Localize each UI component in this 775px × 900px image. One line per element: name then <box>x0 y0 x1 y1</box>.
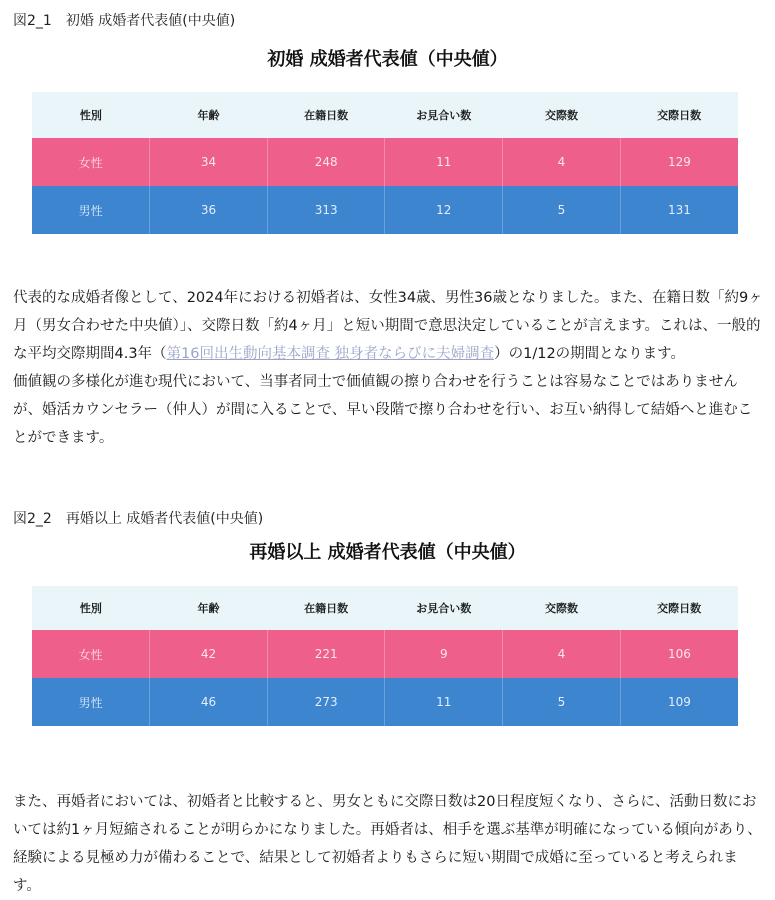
paragraph-3-text: また、再婚者においては、初婚者と比較すると、男女ともに交際日数は20日程度短くなり、さらに、活動日数においては約1ヶ月短縮されることが明らかになりました。再婚者は、相手を選ぶ基準が明確になっている傾向があり、経験による見極め力が備わることで、結果として初婚者よりもさらに短い期間で成婚に至っていると考えられます。 <box>13 794 762 894</box>
paragraph-2-text: 価値観の多様化が進む現代において、当事者同士で価値観の擦り合わせを行うことは容易なことではありませんが、婚活カウンセラー（仲人）が間に入ることで、早い段階で擦り合わせを行い、お互い納得して結婚へと進むことができます。 <box>13 374 753 446</box>
paragraph-1-before: 代表的な成婚者像として、2024年における初婚者は、女性34歳、男性36歳となりました。また、在籍日数「約9ヶ月（男女合わせた中央値）」、交際日数「約4ヶ月」と短い期間で意思決定していることが言えます。これは、一般的な平均交際期間4.3年（ <box>13 290 763 362</box>
cell-dating-days: 131 <box>620 186 738 234</box>
cell-dating-count: 4 <box>503 138 621 186</box>
header-gender: 性別 <box>32 92 150 138</box>
cell-dating-count: 4 <box>503 630 621 678</box>
figure-1-label: 図2_1 初婚 成婚者代表値(中央値) <box>13 13 236 29</box>
figure-2-label: 図2_2 再婚以上 成婚者代表値(中央値) <box>13 511 264 527</box>
cell-enrollment-days: 248 <box>267 138 385 186</box>
cell-enrollment-days: 313 <box>267 186 385 234</box>
paragraph-1 <box>13 284 763 452</box>
cell-dating-days: 109 <box>620 678 738 726</box>
paragraph-1-after: ）の1/12の期間となります。 <box>494 346 686 362</box>
table-row-female <box>32 138 738 186</box>
cell-age: 42 <box>150 630 268 678</box>
cell-enrollment-days: 273 <box>267 678 385 726</box>
header-age: 年齢 <box>150 92 268 138</box>
header-age: 年齢 <box>150 586 268 630</box>
paragraph-1-text <box>13 284 763 368</box>
figure-2-table <box>32 586 738 726</box>
cell-age: 36 <box>150 186 268 234</box>
table-row-female <box>32 630 738 678</box>
cell-age: 46 <box>150 678 268 726</box>
figure-2-title: 再婚以上 成婚者代表値（中央値） <box>249 542 526 563</box>
cell-dating-days: 129 <box>620 138 738 186</box>
header-dating-count: 交際数 <box>503 586 621 630</box>
header-omiai: お見合い数 <box>385 92 503 138</box>
cell-age: 34 <box>150 138 268 186</box>
paragraph-3 <box>13 788 763 900</box>
header-enrollment-days: 在籍日数 <box>267 92 385 138</box>
header-gender: 性別 <box>32 586 150 630</box>
cell-gender: 女性 <box>32 138 150 186</box>
cell-gender: 男性 <box>32 186 150 234</box>
cell-enrollment-days: 221 <box>267 630 385 678</box>
table-header-row <box>32 92 738 138</box>
cell-dating-count: 5 <box>503 678 621 726</box>
cell-dating-count: 5 <box>503 186 621 234</box>
survey-reference-link[interactable]: 第16回出生動向基本調査 独身者ならびに夫婦調査 <box>166 346 495 362</box>
cell-gender: 女性 <box>32 630 150 678</box>
cell-omiai: 9 <box>385 630 503 678</box>
header-dating-days: 交際日数 <box>620 92 738 138</box>
header-dating-count: 交際数 <box>503 92 621 138</box>
cell-dating-days: 106 <box>620 630 738 678</box>
table-header-row <box>32 586 738 630</box>
cell-omiai: 11 <box>385 678 503 726</box>
figure-1-title: 初婚 成婚者代表値（中央値） <box>267 49 508 70</box>
cell-gender: 男性 <box>32 678 150 726</box>
header-omiai: お見合い数 <box>385 586 503 630</box>
cell-omiai: 11 <box>385 138 503 186</box>
header-enrollment-days: 在籍日数 <box>267 586 385 630</box>
table-row-male <box>32 186 738 234</box>
table-row-male <box>32 678 738 726</box>
figure-1-table <box>32 92 738 234</box>
header-dating-days: 交際日数 <box>620 586 738 630</box>
cell-omiai: 12 <box>385 186 503 234</box>
